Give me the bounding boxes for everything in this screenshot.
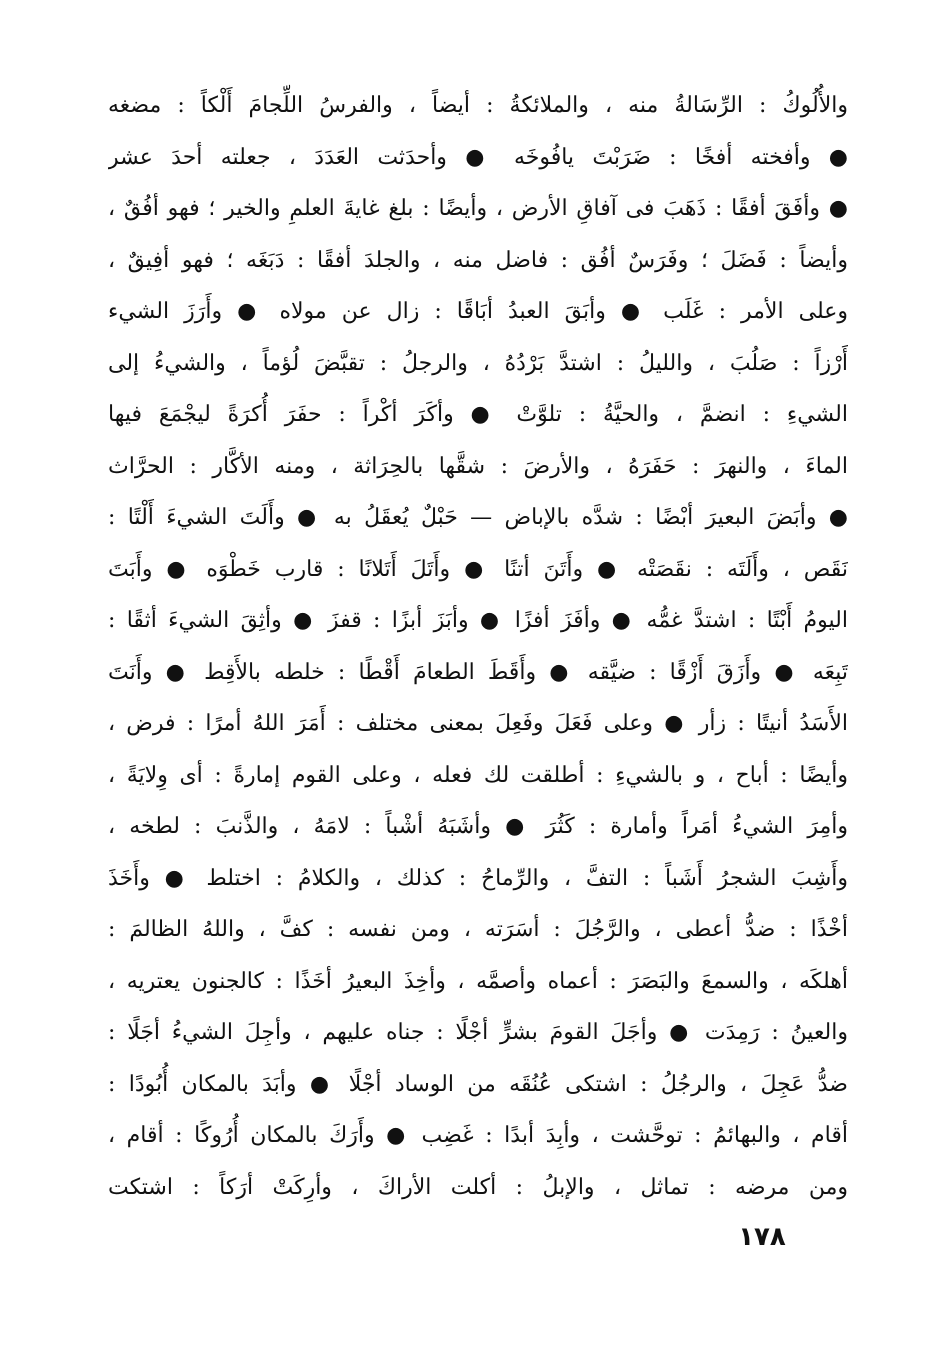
text-line: الشيءِ : انضمَّ ، والحيَّةُ : تلوَّتْ ● وأكَرَ أكْراً : حفَرَ أُكرَةً ليجْمَعَ فيها	[108, 402, 848, 427]
text-line: اليومُ أَبْتًا : اشتدَّ غمُّه ● وأفَزَ أفزًا ● وأبَزَ أبزًا : قفزَ ● وأثِقَ الشيءَ أثقًا :	[108, 608, 848, 633]
text-line: وأيضاً : فَضَلَ ؛ وفَرَسٌ أفُق : فاضل منه ، والجلدَ أفقًا : دَبَغَه ؛ فهو أفِيقٌ ،	[108, 247, 848, 273]
text-line: ● وأفَقَ أفقًا : ذَهَبَ فى آفاقِ الأرض ، وأيضًا : بلغ غايةَ العلمِ والخير ؛ فهو أفُقٌ ،	[108, 196, 848, 221]
text-line: وأيضًا : أباح ، و بالشيءِ : أطلقت لك فعله ، وعلى القوم إمارةً : أى وِلايَةً ،	[108, 762, 848, 788]
text-line: ضدُّ عَجِلَ ، والرجُلُ : اشتكى عُنُقَه من الوساد أجْلًا ● وأبَدَ بالمكان أُبُودًا :	[108, 1071, 848, 1097]
text-line: أَرْزاً : صَلُبَ ، والليلُ : اشتدَّ بَرْدُهُ ، والرجلُ : تقبَّضَ لُؤماً ، والشيءُ إلى	[108, 350, 848, 376]
page-number: ١٧٨	[738, 1222, 786, 1252]
text-line: أهلكَه ، والسمعَ والبَصَرَ : أعماه وأصمَّه ، وأخِذَ البعيرُ أخَذًا : كالجنون يعتريه ،	[108, 968, 848, 994]
text-line: وأمِرَ الشيءُ أمَراً وأمارة : كَثُرَ ● وأشَبَهُ أشْباً : لامَهُ ، والذَّنبَ : لطخه ،	[108, 814, 848, 839]
text-line: وعلى الأمر : غَلَب ● وأبَقَ العبدُ أبَاقًا : زال عن مولاه ● وأَرَزَ الشيء	[108, 299, 848, 324]
text-line: وأَشِبَ الشجرُ أَشَباً : التفَّ ، والرِّماحُ : كذلك ، والكلامُ : اختلط ● وأَخَذَ	[108, 865, 848, 891]
text-line: نَقَص ، وأَلَتَه : نقَصَتْه ● وأَتَنَ أتنًا ● وأَتَلَ أَتَلانًا : قارب خَطْوَه ● وأَبَتَ	[108, 556, 848, 582]
text-line: ومن مرضه : تماثل ، والإبلُ : أكلت الأراكَ ، وأرِكَتْ أرَكاً : اشتكت	[108, 1174, 848, 1200]
text-line: أقام ، والبهائمُ : توحَّشت ، وأبِدَ أبدًا : غَضِب ● وأَرَكَ بالمكان أُرُوكًا : أقام ،	[108, 1123, 848, 1148]
text-line: والأُلُوكُ : الرِّسَالةُ منه ، والملائكةُ : أيضاً ، والفرسُ اللِّجامَ أَلْكاً : مضغه	[108, 93, 848, 118]
text-line: تَبِعَه ● وأَزَقَ أَزْقًا : ضيَّقه ● وأَقَطَ الطعامَ أَقْطًا : خلطه بالأَقِط ● وأَنَتَ	[108, 659, 848, 685]
text-line: ● وأفخته أفخًا : ضَرَبْتَ يافُوخَه ● وأحدَثت العَدَدَ ، جعلته أحدَ عشر	[108, 144, 848, 170]
text-line: الأَسَدُ أنيتًا : زأر ● وعلى فَعَلَ وفَعِلَ بمعنى مختلف : أَمَرَ اللهُ أمرًا : فرض ،	[108, 711, 848, 736]
text-line: الماءَ ، والنهرَ : حَفَرَهُ ، والأرضَ : شقَّها بالحِرَاثة ، ومنه الأكَّار : الحرَّاث	[108, 453, 848, 479]
text-line: والعينُ : رَمِدَت ● وأجَلَ القومَ بشرٍّ أجْلًا : جناه عليهم ، وأجِلَ الشيءُ أجَلًا :	[108, 1020, 848, 1045]
page-text	[108, 80, 848, 1213]
text-line: أخْذًا : ضدُّ أعطى ، والرَّجُلَ : أسَرَته ، ومن نفسه : كفَّ ، واللهُ الظالمَ :	[108, 917, 848, 942]
text-line: ● وأبَضَ البعيرَ أبْضًا : شدَّه بالإباض — حَبْلٌ يُعقَلُ به ● وأَلَتَ الشيءَ أَلْتًا :	[108, 505, 848, 530]
